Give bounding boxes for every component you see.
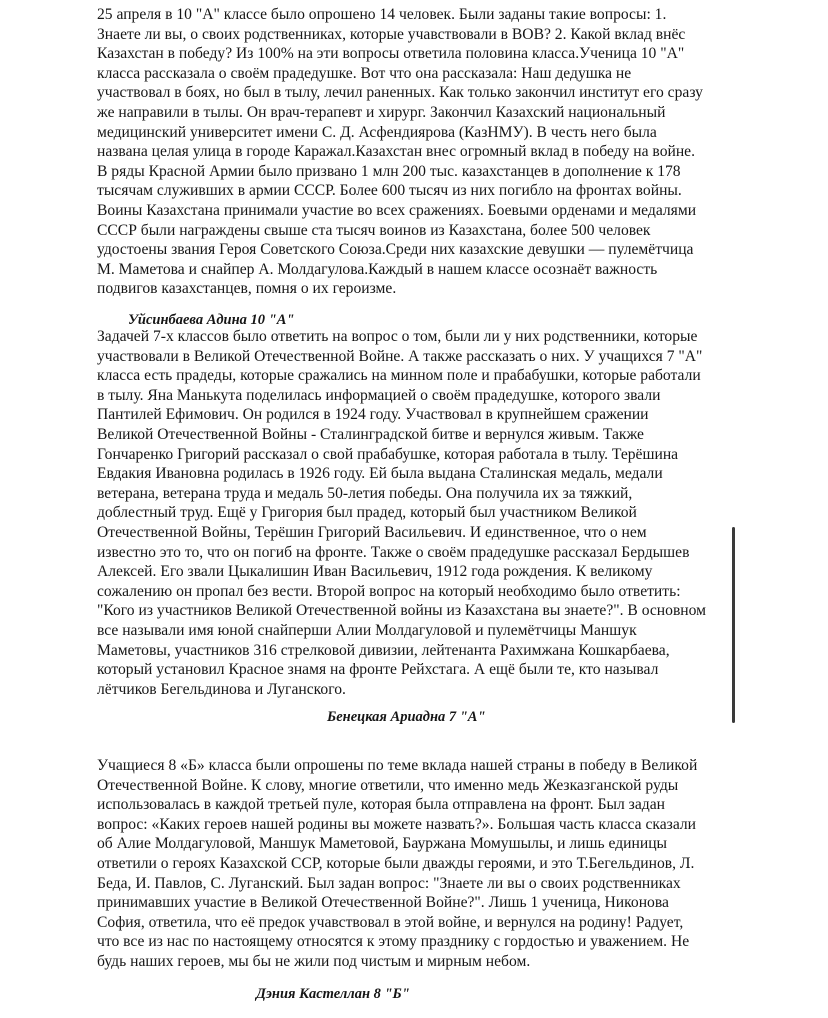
paragraph-7a — [97, 327, 722, 699]
text-line: об Алие Молдагуловой, Маншук Маметовой, Бауржана Момушылы, и лишь единицы — [97, 835, 668, 853]
text-line: участвовали в Великой Отечественной Войне. А также рассказать о них. У учащихся 7 "А" — [97, 347, 703, 365]
paragraph-8b — [97, 756, 722, 972]
text-line: что все из нас по настоящему относятся к этому празднику с гордостью и уважением. Не — [97, 933, 690, 951]
text-line: медицинский университет имени С. Д. Асфендиярова (КазНМУ). В честь него была — [97, 123, 657, 141]
paragraph-10a — [97, 5, 722, 299]
text-line: "Кого из участников Великой Отечественной войны из Казахстана вы знаете?". В основном — [97, 602, 707, 620]
text-line: Евдакия Ивановна родилась в 1926 году. Ей была выдана Сталинская медаль, медали — [97, 465, 663, 483]
text-line: лётчиков Бегельдинова и Луганского. — [97, 680, 346, 698]
text-line: класса есть прадеды, которые сражались на минном поле и прабабушки, которые работали — [97, 367, 701, 385]
text-line: Гончаренко Григорий рассказал о свой прабабушке, которая работала в тылу. Терёшина — [97, 445, 679, 463]
text-line: Воины Казахстана принимали участие во всех сражениях. Боевыми орденами и медалями — [97, 201, 697, 219]
author-signature-8b: Дэния Кастеллан 8 "Б" — [256, 986, 410, 1002]
text-line: ветерана, ветерана труда и медаль 50-летия победы. Она получила их за тяжкий, — [97, 484, 633, 502]
text-line: В ряды Красной Армии было призвано 1 млн 200 тыс. казахстанцев в дополнение к 178 — [97, 162, 681, 180]
text-line: известно это то, что он погиб на фронте. Также о своём прадедушке рассказал Бердышев — [97, 543, 690, 561]
text-line: СССР были награждены свыше ста тысяч воинов из Казахстана, более 500 человек — [97, 221, 651, 239]
text-line: сожалению он пропал без вести. Второй вопрос на который необходимо было ответить: — [97, 582, 681, 600]
text-line: Великой Отечественной Войны - Сталинградской битве и вернулся живым. Также — [97, 425, 644, 443]
text-line: ответили о героях Казахской ССР, которые были дважды героями, и это Т.Бегельдинов, Л. — [97, 854, 695, 872]
text-line: Знаете ли вы, о своих родственниках, которые учавствовали в ВОВ? 2. Какой вклад внёс — [97, 25, 686, 43]
text-line: Беда, И. Павлов, С. Луганский. Был задан вопрос: "Знаете ли вы о своих родственниках — [97, 874, 681, 892]
text-line: Маметовы, участников 316 стрелковой дивизии, лейтенанта Рахимжана Кошкарбаева, — [97, 641, 670, 659]
text-line: доблестный труд. Ещё у Григория был прадед, который был участником Великой — [97, 504, 637, 522]
text-line: Алексей. Его звали Цыкалишин Иван Васильевич, 1912 года рождения. К великому — [97, 563, 653, 581]
text-line: Отечественной Войне. К слову, многие ответили, что именно медь Жезказганской руды — [97, 776, 679, 794]
text-line: Учащиеся 8 «Б» класса были опрошены по теме вклада нашей страны в победу в Великой — [97, 757, 698, 774]
text-line: участвовал в боях, но был в тылу, лечил раненных. Как только закончил институт его сразу — [97, 84, 703, 102]
text-line: в тылу. Яна Манькута поделилась информацией о своём прадедушке, которого звали — [97, 386, 661, 404]
text-line: все называли имя юной снайперши Алии Молдагуловой и пулемётчицы Маншук — [97, 621, 637, 639]
author-signature-7a: Бенецкая Ариадна 7 "А" — [327, 709, 486, 725]
text-line: София, ответила, что её предок учавствовал в этой войне, и вернулся на родину! Радует, — [97, 913, 684, 931]
text-line: Задачей 7-х классов было ответить на вопрос о том, были ли у них родственники, которые — [97, 328, 698, 345]
text-line: М. Маметова и снайпер А. Молдагулова.Каждый в нашем классе осознаёт важность — [97, 260, 658, 278]
text-line: 25 апреля в 10 "А" классе было опрошено 14 человек. Были заданы такие вопросы: 1. — [97, 6, 667, 23]
text-line: который установил Красное знамя на фронте Рейхстага. А ещё были те, кто называл — [97, 661, 659, 679]
vertical-scrollbar[interactable] — [732, 527, 735, 723]
text-line: тысячам служивших в армии СССР. Более 600 тысяч из них погибло на фронтах войны. — [97, 182, 682, 200]
text-line: названа целая улица в городе Каражал.Казахстан внес огромный вклад в победу на войне. — [97, 143, 695, 161]
text-line: удостоены звания Героя Советского Союза.Среди них казахские девушки — пулемётчица — [97, 241, 694, 259]
text-line: будь наших героев, мы бы не жили под чистым и мирным небом. — [97, 952, 531, 970]
text-line: Отечественной Войны, Терёшин Григорий Васильевич. И единственное, что о нем — [97, 523, 647, 541]
text-line: принимавших участие в Великой Отечественной Войне?". Лишь 1 ученица, Никонова — [97, 894, 669, 912]
text-line: же направили в тылы. Он врач-терапевт и хирург. Закончил Казахский национальный — [97, 103, 666, 121]
author-signature-10a: Уйсинбаева Адина 10 "А" — [128, 312, 295, 328]
text-line: вопрос: «Каких героев нашей родины вы можете назвать?». Большая часть класса сказали — [97, 815, 697, 833]
text-line: класса рассказала о своём прадедушке. Вот что она рассказала: Наш дедушка не — [97, 64, 632, 82]
text-line: Казахстан в победу? Из 100% на эти вопросы ответила половина класса.Ученица 10 "А" — [97, 45, 685, 63]
text-line: подвигов казахстанцев, помня о их героизме. — [97, 280, 397, 298]
text-line: использовалась в каждой третьей пуле, которая была отправлена на фронт. Был задан — [97, 796, 665, 814]
text-line: Пантилей Ефимович. Он родился в 1924 году. Участвовал в крупнейшем сражении — [97, 406, 649, 424]
